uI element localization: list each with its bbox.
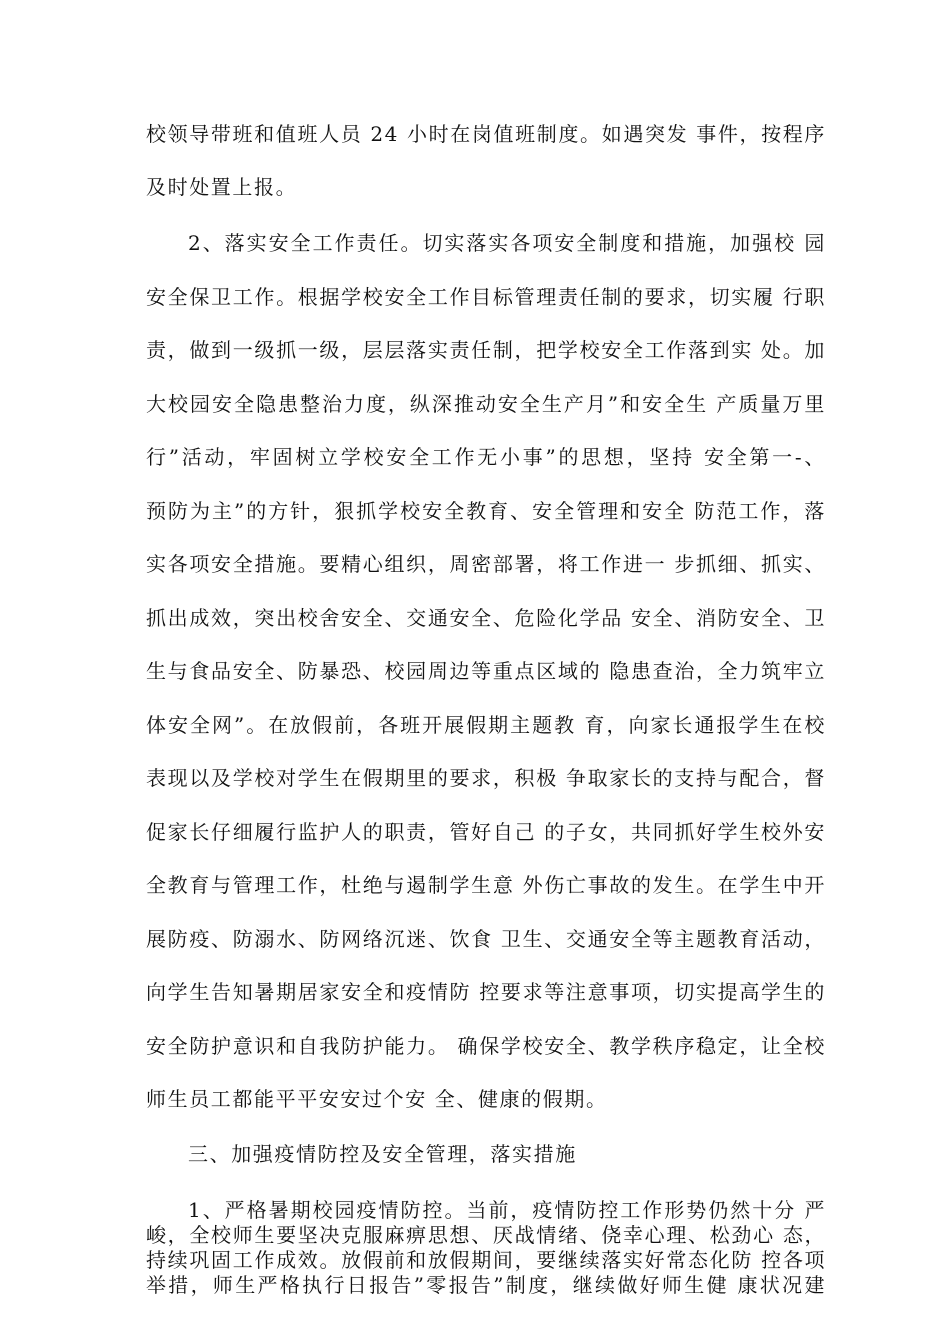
- text-line: 举措，师生严格执行日报告”零报告”制度，继续做好师生健 康状况建: [146, 1273, 826, 1297]
- text-line: 大校园安全隐患整治力度，纵深推动安全生产月”和安全生 产质量万里: [146, 392, 827, 416]
- text-line: 促家长仔细履行监护人的职责，管好自己 的子女，共同抓好学生校外安: [146, 820, 826, 844]
- text-line: 展防疫、防溺水、防网络沉迷、饮食 卫生、交通安全等主题教育活动，: [146, 927, 826, 951]
- text-line: 安全防护意识和自我防护能力。 确保学校安全、教学秩序稳定，让全校: [146, 1034, 826, 1058]
- text-line: 峻，全校师生要坚决克服麻痹思想、厌战情绪、侥幸心理、松劲心 态，: [146, 1223, 826, 1247]
- text-line: 体安全网”。在放假前，各班开展假期主题教 育，向家长通报学生在校: [146, 713, 826, 737]
- text-line: 校领导带班和值班人员 24 小时在岗值班制度。如遇突发 事件，按程序: [146, 122, 826, 146]
- text-line: 及时处置上报。: [146, 175, 298, 199]
- text-line: 安全保卫工作。根据学校安全工作目标管理责任制的要求，切实履 行职: [146, 285, 826, 309]
- text-line: 表现以及学校对学生在假期里的要求，积极 争取家长的支持与配合，督: [146, 766, 826, 790]
- text-line: 预防为主”的方针，狠抓学校安全教育、安全管理和安全 防范工作，落: [146, 499, 826, 523]
- text-line: 行”活动，牢固树立学校安全工作无小事”的思想，坚持 安全第一-、: [146, 445, 826, 469]
- text-line: 实各项安全措施。要精心组织，周密部署，将工作进一 步抓细、抓实、: [146, 552, 826, 576]
- text-line: 生与食品安全、防暴恐、校园周边等重点区域的 隐患查治，全力筑牢立: [146, 659, 826, 683]
- section-heading: 三、加强疫情防控及安全管理，落实措施: [188, 1142, 577, 1166]
- text-line: 责，做到一级抓一级，层层落实责任制，把学校安全工作落到实 处。加: [146, 338, 826, 362]
- paragraph-start-line: 1、严格暑期校园疫情防控。当前，疫情防控工作形势仍然十分 严: [188, 1198, 826, 1222]
- text-line: 持续巩固工作成效。放假前和放假期间，要继续落实好常态化防 控各项: [146, 1248, 826, 1272]
- paragraph-start-line: 2、落实安全工作责任。切实落实各项安全制度和措施，加强校 园: [188, 231, 826, 255]
- text-line: 全教育与管理工作，杜绝与遏制学生意 外伤亡事故的发生。在学生中开: [146, 873, 826, 897]
- text-line: 师生员工都能平平安安过个安 全、健康的假期。: [146, 1087, 608, 1111]
- text-line: 抓出成效，突出校舍安全、交通安全、危险化学品 安全、消防安全、卫: [146, 606, 826, 630]
- text-line: 向学生告知暑期居家安全和疫情防 控要求等注意事项，切实提高学生的: [146, 980, 826, 1004]
